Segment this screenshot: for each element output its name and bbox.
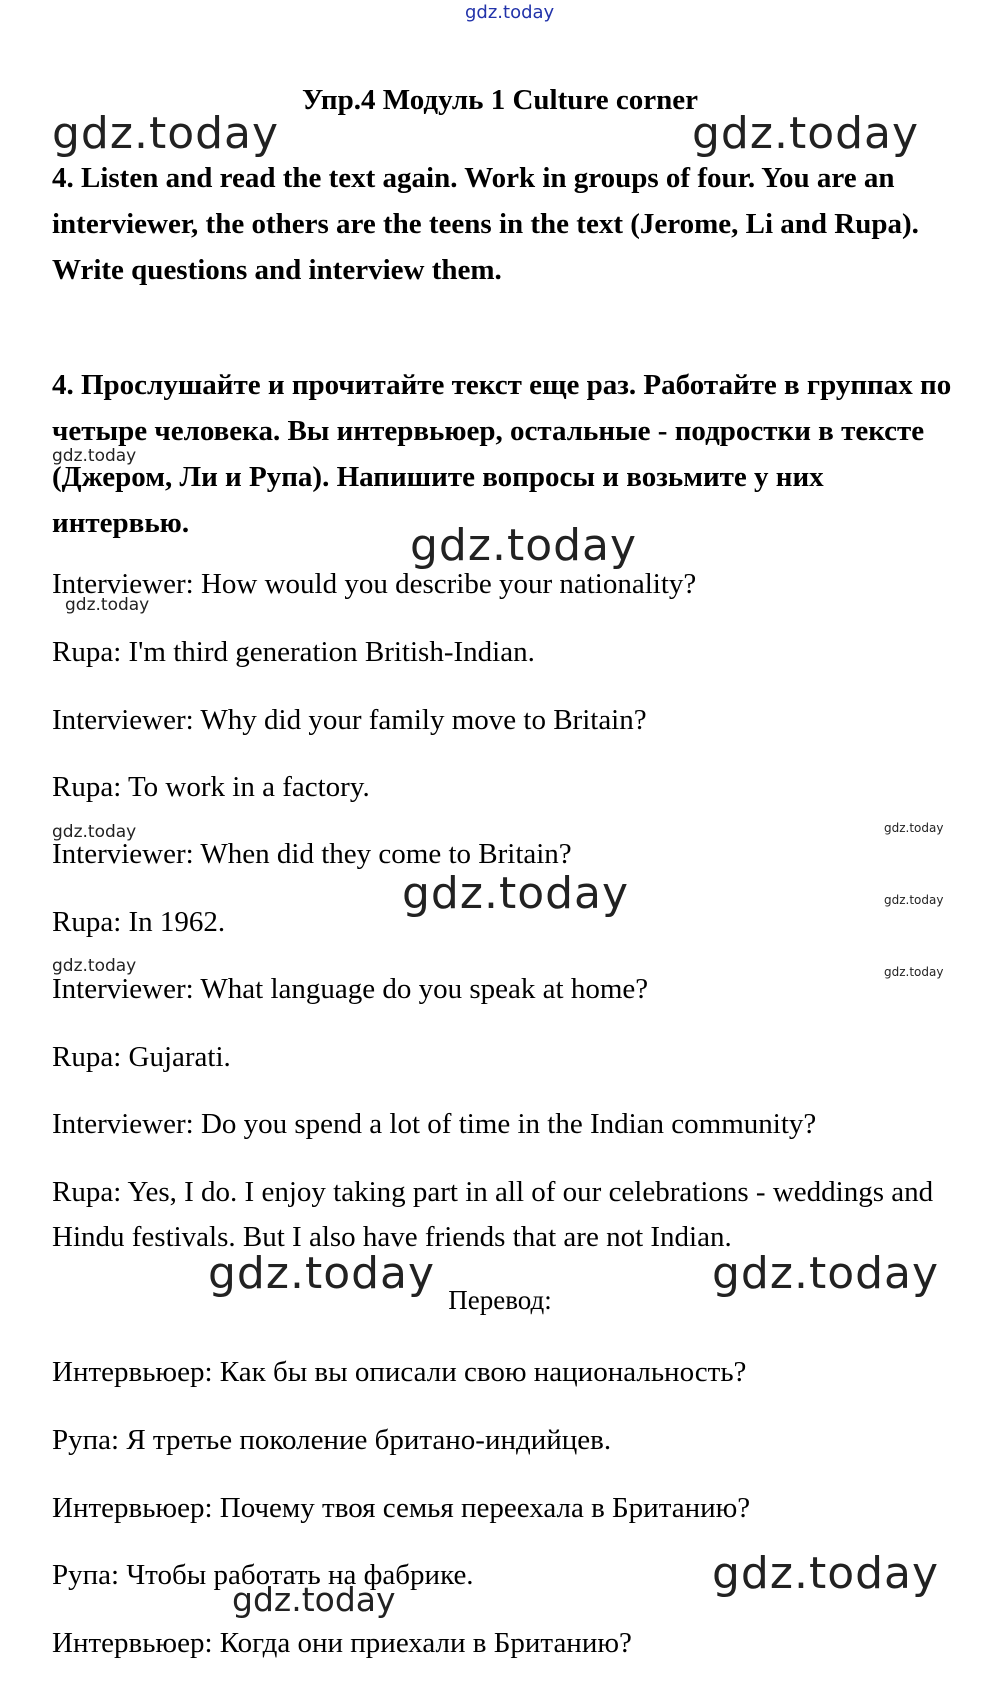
watermark: gdz.today (884, 893, 944, 907)
task-russian: 4. Прослушайте и прочитайте текст еще раз. Работайте в группах по четыре человека. Вы интервьюер, остальные - подростки в тексте (Джером, Ли и Рупа). Напишите вопросы и возьмите у них интервью. (52, 369, 952, 539)
task-english: 4. Listen and read the text again. Work in groups of four. You are an interviewer, the others are the teens in the text (Jerome, Li and Rupa). Write questions and interview them. (52, 162, 919, 286)
dialogue-line-ru: Интервьюер: Как бы вы описали свою национальность? (52, 1356, 747, 1388)
translation-label: Перевод: (448, 1285, 552, 1315)
dialogue-line-en: Rupa: Gujarati. (52, 1041, 231, 1073)
dialogue-line-ru: Рупа: Чтобы работать на фабрике. (52, 1559, 474, 1591)
dialogue-line-en: Rupa: To work in a factory. (52, 771, 370, 803)
watermark: gdz.today (712, 1248, 940, 1299)
dialogue-line-ru: Интервьюер: Почему твоя семья переехала в Британию? (52, 1492, 751, 1524)
watermark: gdz.today (410, 520, 638, 571)
watermark: gdz.today (52, 956, 137, 976)
page-title: Упр.4 Модуль 1 Culture corner (302, 84, 698, 116)
watermark: gdz.today (208, 1248, 436, 1299)
dialogue-line-en: Rupa: I'm third generation British-Indian. (52, 636, 535, 668)
dialogue-line-ru: Интервьюер: Когда они приехали в Британию? (52, 1627, 632, 1659)
dialogue-line-en: Interviewer: What language do you speak at home? (52, 973, 649, 1005)
dialogue-line-en: Interviewer: Do you spend a lot of time in the Indian community? (52, 1108, 817, 1140)
site-tag[interactable]: gdz.today (465, 2, 555, 23)
watermark: gdz.today (884, 821, 944, 835)
watermark: gdz.today (52, 446, 137, 466)
dialogue-line-en: Interviewer: How would you describe your nationality? (52, 568, 697, 600)
dialogue-line-en: Rupa: In 1962. (52, 906, 226, 938)
dialogue-line-en: Interviewer: When did they come to Britain? (52, 838, 572, 870)
watermark: gdz.today (884, 965, 944, 979)
watermark: gdz.today (712, 1548, 940, 1599)
watermark: gdz.today (52, 108, 280, 159)
watermark: gdz.today (232, 1580, 396, 1619)
watermark: gdz.today (65, 595, 150, 615)
watermark: gdz.today (692, 108, 920, 159)
dialogue-line-en: Interviewer: Why did your family move to Britain? (52, 704, 647, 736)
dialogue-line-ru: Рупа: Я третье поколение британо-индийцев. (52, 1424, 612, 1456)
dialogue-line-en: Rupa: Yes, I do. I enjoy taking part in all of our celebrations - weddings and Hindu festivals. But I also have friends that are not Indian. (52, 1176, 934, 1253)
watermark: gdz.today (402, 868, 630, 919)
watermark: gdz.today (52, 822, 137, 842)
